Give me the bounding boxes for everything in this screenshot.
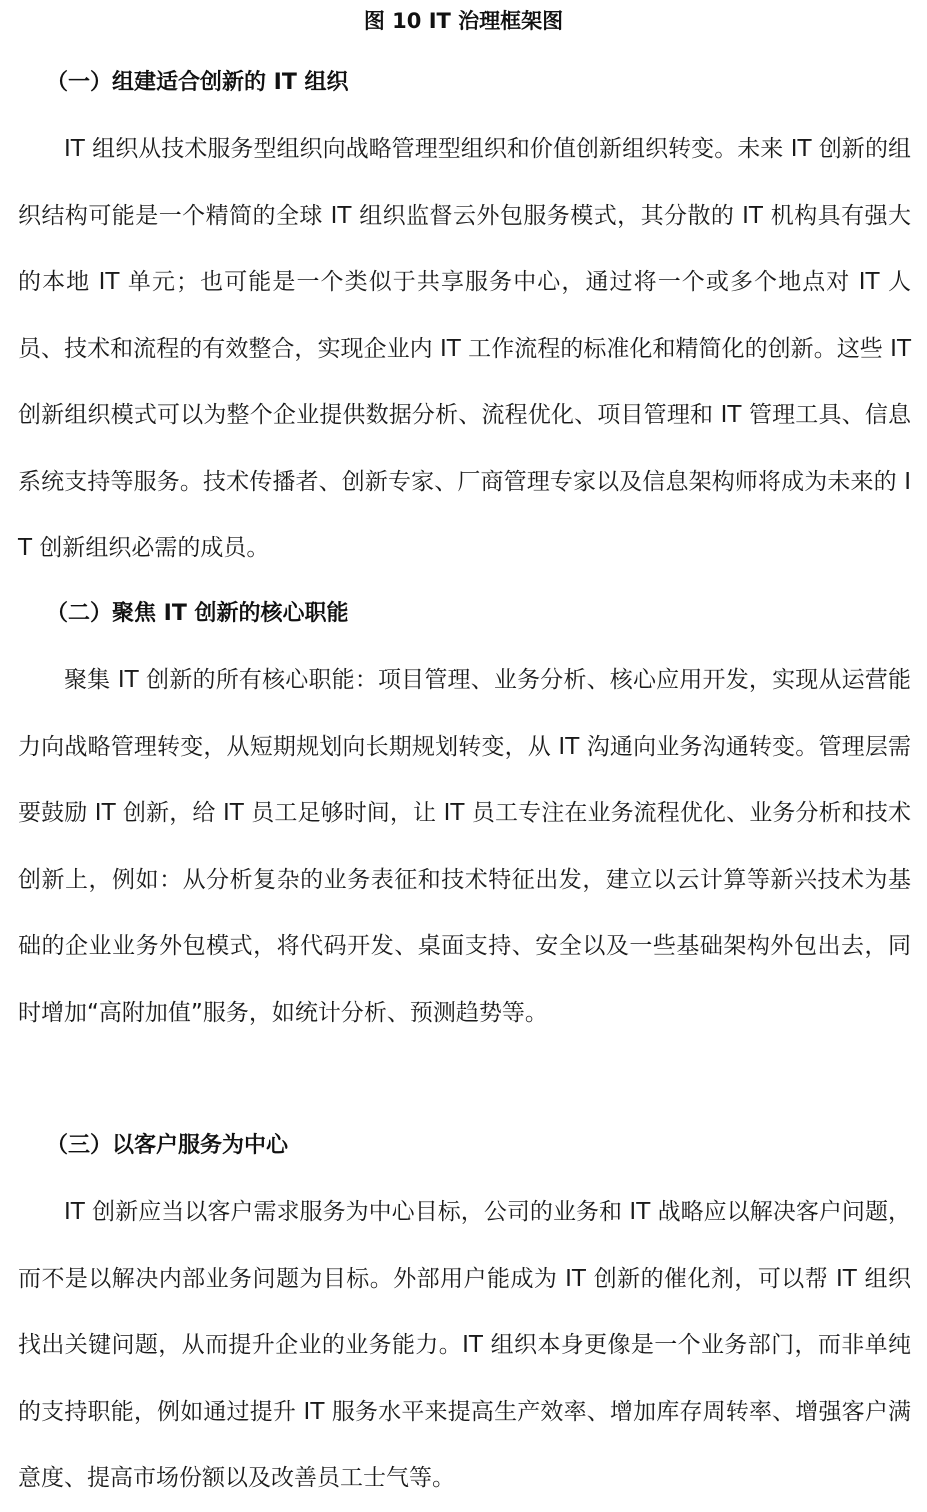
section-heading-2: （二）聚焦 IT 创新的核心职能 <box>46 601 349 626</box>
figure-caption: 图 10 IT 治理框架图 <box>363 9 564 33</box>
section-paragraph-3: IT 创新应当以客户需求服务为中心目标，公司的业务和 IT 战略应以解决客户问题，而不是以解决内部业务问题为目标。外部用户能成为 IT 创新的催化剂，可以帮 IT 组织找出关键问题，从而提升企业的业务能力。IT 组织本身更像是一个业务部门，而非单纯的支持职能，例如通过提升 IT 服务水平来提高生产效率、增加库存周转率、增强客户满意度、提高市场份额以及改善员工士气等。 <box>18 1199 911 1491</box>
section-paragraph-1: IT 组织从技术服务型组织向战略管理型组织和价值创新组织转变。未来 IT 创新的组织结构可能是一个精简的全球 IT 组织监督云外包服务模式，其分散的 IT 机构具有强大的本地 IT 单元；也可能是一个类似于共享服务中心，通过将一个或多个地点对 IT 人员、技术和流程的有效整合，实现企业内 IT 工作流程的标准化和精简化的创新。这些 IT 创新组织模式可以为整个企业提供数据分析、流程优化、项目管理和 IT 管理工具、信息系统支持等服务。技术传播者、创新专家、厂商管理专家以及信息架构师将成为未来的 IT 创新组织必需的成员。 <box>18 136 911 561</box>
section-paragraph-2: 聚集 IT 创新的所有核心职能：项目管理、业务分析、核心应用开发，实现从运营能力向战略管理转变，从短期规划向长期规划转变，从 IT 沟通向业务沟通转变。管理层需要鼓励 IT 创新，给 IT 员工足够时间，让 IT 员工专注在业务流程优化、业务分析和技术创新上，例如：从分析复杂的业务表征和技术特征出发，建立以云计算等新兴技术为基础的企业业务外包模式，将代码开发、桌面支持、安全以及一些基础架构外包出去，同时增加“高附加值”服务，如统计分析、预测趋势等。 <box>18 667 911 1026</box>
section-heading-1: （一）组建适合创新的 IT 组织 <box>46 70 349 95</box>
section-heading-3: （三）以客户服务为中心 <box>46 1133 289 1158</box>
